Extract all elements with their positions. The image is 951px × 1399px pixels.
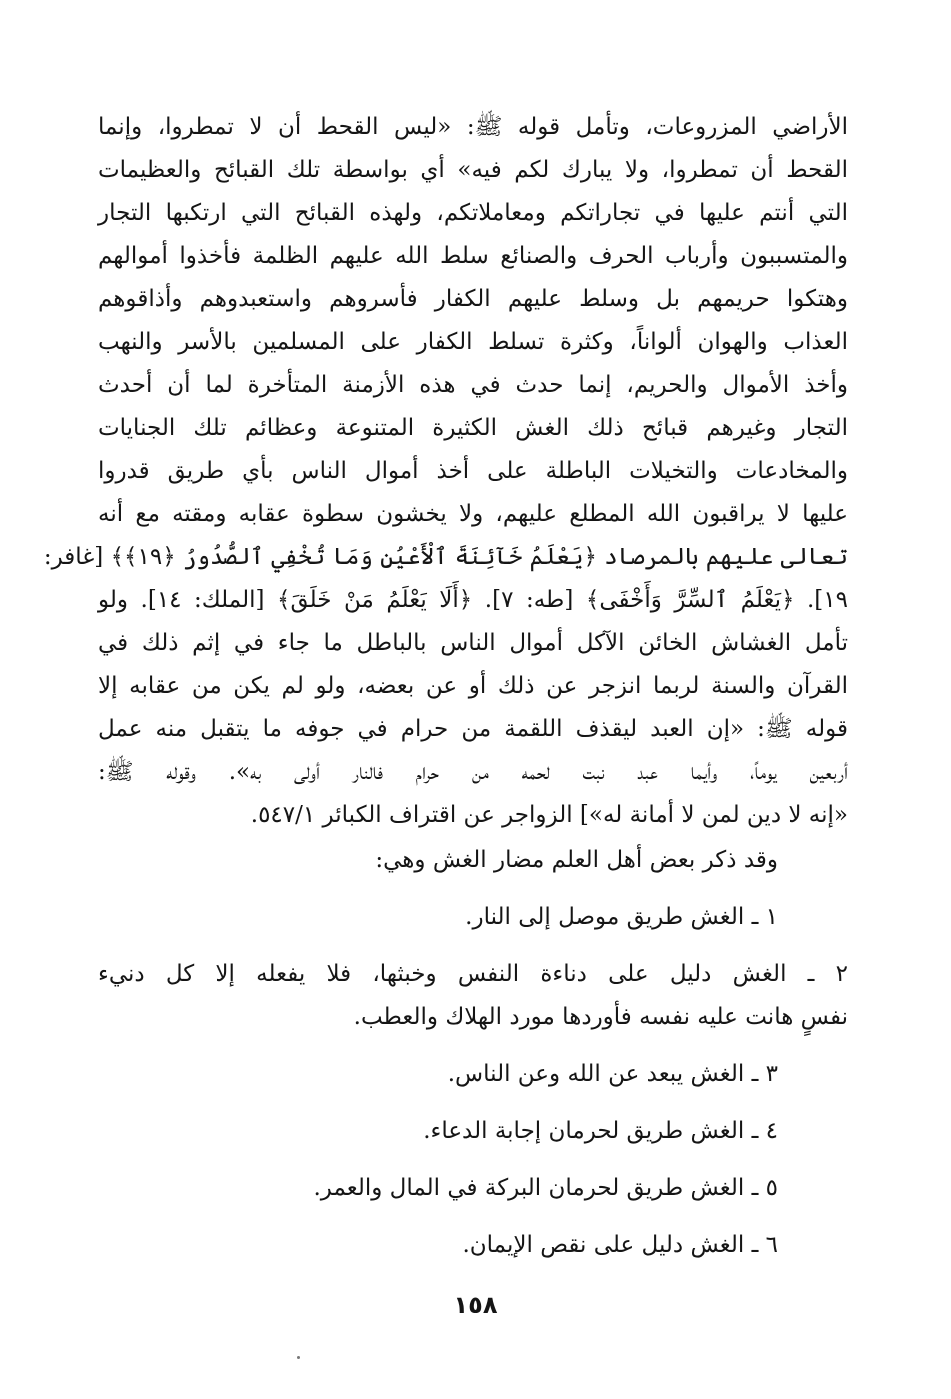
list-item: ١ ـ الغش طريق موصل إلى النار. xyxy=(465,904,778,930)
page-number: ١٥٨ xyxy=(453,1291,498,1319)
list-intro: وقد ذكر بعض أهل العلم مضار الغش وهي: xyxy=(375,847,778,873)
list-item: ٥ ـ الغش طريق لحرمان البركة في المال والعمر. xyxy=(313,1175,778,1201)
paragraph-line: التي أنتم عليها في تجاراتكم ومعاملاتكم، ولهذه القبائح التي ارتكبها التجار xyxy=(98,200,848,226)
paragraph-line: «إنه لا دين لمن لا أمانة له»] الزواجر عن اقتراف الكبائر ٥٤٧/١. xyxy=(250,802,848,828)
scan-speck xyxy=(297,1356,300,1359)
list-item: ٦ ـ الغش دليل على نقص الإيمان. xyxy=(462,1232,778,1258)
paragraph-line: والمتسببون وأرباب الحرف والصنائع سلط الله عليهم الظلمة فأخذوا أموالهم xyxy=(98,243,848,269)
paragraph-line: العذاب والهوان ألواناً، وكثرة تسلط الكفار على المسلمين بالأسر والنهب xyxy=(98,329,848,355)
list-item: ٢ ـ الغش دليل على دناءة النفس وخبثها، فلا يفعله إلا كل دنيء xyxy=(98,961,848,987)
paragraph-line: والمخادعات والتخيلات الباطلة على أخذ أموال الناس بأي طريق قدروا xyxy=(98,458,848,484)
paragraph-line: الأراضي المزروعات، وتأمل قوله ﷺ: «ليس القحط أن لا تمطروا، وإنما xyxy=(98,114,848,140)
paragraph-line: ١٩]. ﴿يَعْلَمُ ٱلسِّرَّ وَأَخْفَى﴾ [طه: ٧]. ﴿أَلَا يَعْلَمُ مَنْ خَلَقَ﴾ [الملك: ١٤]. ولو xyxy=(98,587,848,613)
paragraph-line: وهتكوا حريمهم بل وسلط عليهم الكفار فأسروهم واستعبدوهم وأذاقوهم xyxy=(98,286,848,312)
paragraph-line: أربعين يوماً، وأيما عبد نبت لحمه من حرام فالنار أولى به». وقوله ﷺ: xyxy=(98,759,848,785)
list-item: ٣ ـ الغش يبعد عن الله وعن الناس. xyxy=(447,1061,778,1087)
paragraph-line: القرآن والسنة لربما انزجر عن ذلك أو عن بعضه، ولو لم يكن من عقابه إلا xyxy=(98,673,848,699)
paragraph-line: التجار وغيرهم قبائح ذلك الغش الكثيرة المتنوعة وعظائم تلك الجنايات xyxy=(98,415,848,441)
list-item-continuation: نفسٍ هانت عليه نفسه فأوردها مورد الهلاك والعطب. xyxy=(353,1004,848,1030)
paragraph-line: القحط أن تمطروا، ولا يبارك لكم فيه» أي بواسطة تلك القبائح والعظيمات xyxy=(98,157,848,183)
paragraph-line: عليها لا يراقبون الله المطلع عليهم، ولا يخشون سطوة عقابه ومقته مع أنه xyxy=(98,501,848,527)
paragraph-line: تأمل الغشاش الخائن الآكل أموال الناس بالباطل ما جاء في إثم ذلك في xyxy=(98,630,848,656)
paragraph-line: وأخذ الأموال والحريم، إنما حدث في هذه الأزمنة المتأخرة لما أن أحدث xyxy=(98,372,848,398)
paragraph-line: قوله ﷺ: «إن العبد ليقذف اللقمة من حرام في جوفه ما يتقبل منه عمل xyxy=(98,716,848,742)
list-item: ٤ ـ الغش طريق لحرمان إجابة الدعاء. xyxy=(423,1118,778,1144)
paragraph-line: تعالى عليهم بالمرصاد ﴿يَعْلَمُ خَآئِنَةَ ٱلْأَعْيُنِ وَمَا تُخْفِي ٱلصُّدُورُ ﴿١٩﴾﴾ [غافر: xyxy=(43,544,848,570)
